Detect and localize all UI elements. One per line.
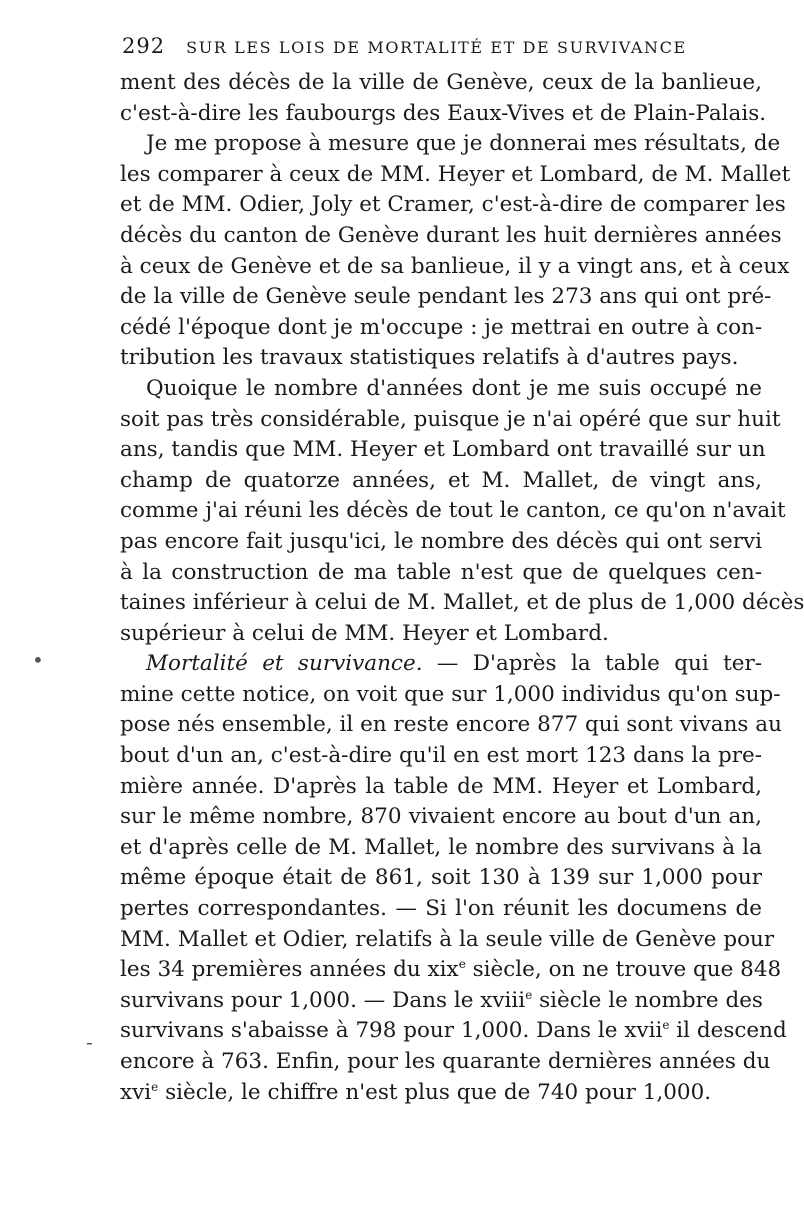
line-text: — D'après la table qui ter- <box>422 651 762 677</box>
superscript: e <box>662 1018 670 1033</box>
text-line <box>120 894 762 925</box>
line-text: bout d'un an, c'est-à-dire qu'il en est mort 123 dans la pre- <box>120 743 762 769</box>
text-line <box>120 558 762 589</box>
superscript: e <box>458 957 466 972</box>
text-line <box>120 99 767 130</box>
line-text: pas encore fait jusqu'ici, le nombre des décès qui ont servi <box>120 528 762 554</box>
line-text: décès du canton de Genève durant les huit dernières années <box>120 222 782 248</box>
line-text: même époque était de 861, soit 130 à 139 sur 1,000 pour <box>120 865 762 891</box>
running-header <box>122 34 762 58</box>
line-text: supérieur à celui de MM. Heyer et Lombard. <box>120 620 609 646</box>
text-line <box>120 802 762 833</box>
line-text: ment des décès de la ville de Genève, ceux de la banlieue, <box>120 70 762 95</box>
line-text: les comparer à ceux de MM. Heyer et Lombard, de M. Mallet <box>120 161 791 187</box>
margin-dash: - <box>86 1030 93 1054</box>
line-text: comme j'ai réuni les décès de tout le canton, ce qu'on n'avait <box>120 498 786 524</box>
line-text: cédé l'époque dont je m'occupe : je mettrai en outre à con- <box>120 314 763 340</box>
text-line <box>120 160 791 191</box>
page-number: 292 <box>122 34 166 58</box>
text-line <box>120 1047 771 1078</box>
line-text: sur le même nombre, 870 vivaient encore au bout d'un an, <box>120 804 762 830</box>
margin-dot: • <box>32 648 44 672</box>
text-line <box>120 833 762 864</box>
text-line <box>120 1016 787 1047</box>
text-line <box>120 68 762 99</box>
text-line <box>120 1078 762 1109</box>
text-line <box>120 649 762 680</box>
line-text-continued: siècle, on ne trouve que 848 <box>465 957 782 983</box>
text-line <box>120 129 781 160</box>
line-text: pose nés ensemble, il en reste encore 877 qui sont vivans au <box>120 712 782 738</box>
text-line <box>120 405 781 436</box>
line-text: champ de quatorze années, et M. Mallet, de vingt ans, <box>120 467 762 493</box>
text-line <box>120 374 762 405</box>
line-text: ans, tandis que MM. Heyer et Lombard ont travaillé sur un <box>120 437 766 463</box>
text-line <box>120 925 775 956</box>
line-text: à la construction de ma table n'est que de quelques cen- <box>120 559 762 585</box>
line-text: encore à 763. Enfin, pour les quarante dernières années du <box>120 1049 771 1074</box>
text-line <box>120 282 772 313</box>
line-text: survivans pour 1,000. — Dans le xviii <box>120 987 526 1013</box>
text-line <box>120 588 804 619</box>
superscript: e <box>151 1079 159 1094</box>
line-text: et d'après celle de M. Mallet, le nombre des survivans à la <box>120 834 762 860</box>
line-text: tribution les travaux statistiques relatifs à d'autres pays. <box>120 345 739 371</box>
line-text: taines inférieur à celui de M. Mallet, et de plus de 1,000 décès <box>120 590 804 616</box>
line-text: pertes correspondantes. — Si l'on réunit les documens de <box>120 896 762 922</box>
text-line <box>120 955 782 986</box>
line-text: mière année. D'après la table de MM. Heyer et Lombard, <box>120 773 762 799</box>
line-text: les 34 premières années du xix <box>120 957 459 983</box>
line-text: Quoique le nombre d'années dont je me suis occupé ne <box>146 375 762 401</box>
line-text-continued: siècle, le chiffre n'est plus que de 740 pour 1,000. <box>158 1079 712 1105</box>
line-text: Je me propose à mesure que je donnerai mes résultats, de <box>146 131 781 157</box>
line-text: de la ville de Genève seule pendant les 273 ans qui ont pré- <box>120 284 772 310</box>
text-line <box>120 313 762 344</box>
text-line <box>120 986 762 1017</box>
text-line <box>120 343 762 374</box>
text-line <box>120 435 766 466</box>
line-text: à ceux de Genève et de sa banlieue, il y a vingt ans, et à ceux <box>120 253 790 279</box>
text-line <box>120 252 790 283</box>
line-text-continued: siècle le nombre des <box>532 987 763 1013</box>
text-line <box>120 863 762 894</box>
line-text-continued: il descend <box>669 1018 787 1044</box>
italic-heading: Mortalité et survivance. <box>146 651 423 677</box>
line-text: et de MM. Odier, Joly et Cramer, c'est-à-dire de comparer les <box>120 192 786 218</box>
running-title: SUR LES LOIS DE MORTALITÉ ET DE SURVIVANCE <box>186 38 687 57</box>
text-line <box>120 741 762 772</box>
line-text: mine cette notice, on voit que sur 1,000 individus qu'on sup- <box>120 681 781 707</box>
text-line <box>120 466 762 497</box>
text-line <box>120 221 782 252</box>
line-text: MM. Mallet et Odier, relatifs à la seule ville de Genève pour <box>120 926 775 952</box>
text-line <box>120 680 781 711</box>
text-line <box>120 619 762 650</box>
superscript: e <box>525 987 533 1002</box>
text-line <box>120 496 786 527</box>
text-line <box>120 190 786 221</box>
text-line <box>120 710 782 741</box>
line-text: xvi <box>120 1079 152 1105</box>
line-text: survivans s'abaisse à 798 pour 1,000. Dans le xvii <box>120 1018 663 1044</box>
text-line <box>120 527 762 558</box>
body-text <box>120 68 804 1108</box>
line-text: soit pas très considérable, puisque je n'ai opéré que sur huit <box>120 406 781 432</box>
text-line <box>120 772 762 803</box>
line-text: c'est-à-dire les faubourgs des Eaux-Vives et de Plain-Palais. <box>120 100 767 126</box>
